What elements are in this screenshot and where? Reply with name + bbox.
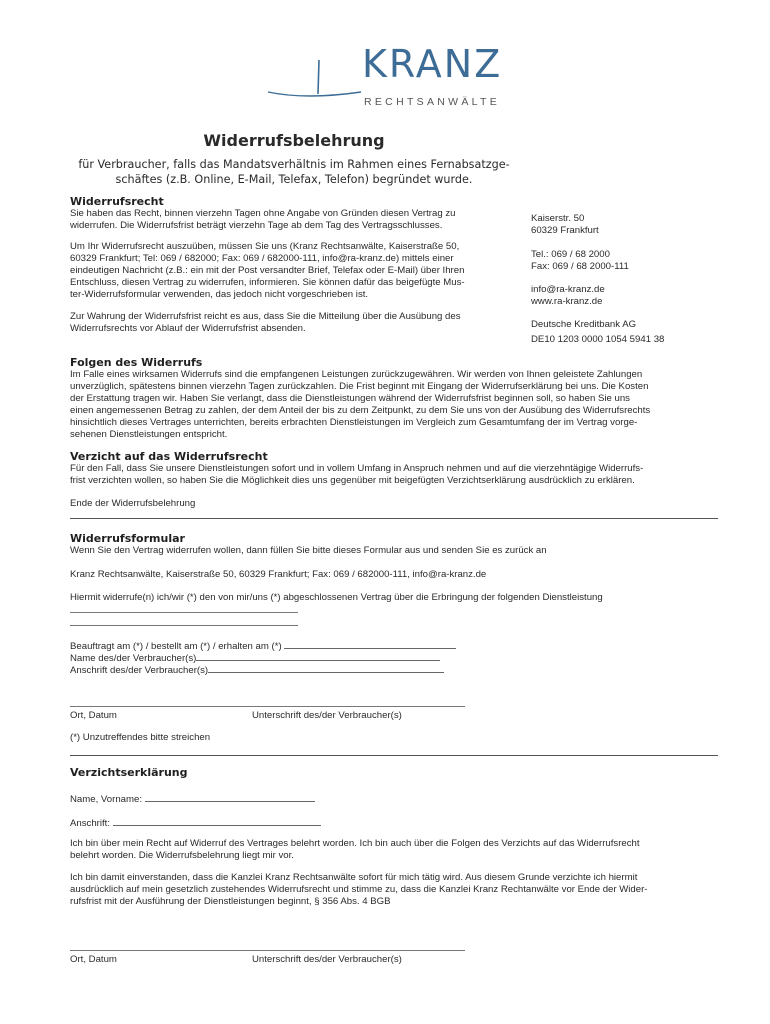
contact-iban: DE10 1203 0000 1054 5941 38 [531, 334, 665, 345]
text-line: Für den Fall, dass Sie unsere Dienstleistungen sofort und in vollem Umfang in Anspruch nehmen und auf die vierzehntägige Widerrufs- [70, 463, 644, 474]
text-line: sehenen Dienstleistungen entspricht. [70, 429, 228, 440]
service-blank-line-2[interactable] [70, 625, 298, 626]
folgen-paragraph [70, 369, 730, 441]
anschrift-verzicht-label: Anschrift: [70, 818, 110, 829]
text-line: Entschluss, diesen Vertrag zu widerrufen, informieren. Sie können dafür das beigefügte Mus- [70, 277, 465, 288]
ende-widerrufsbelehrung: Ende der Widerrufsbelehrung [70, 498, 196, 509]
text-line: ter-Widerrufsformular verwenden, das jedoch nicht vorgeschrieben ist. [70, 289, 369, 300]
beauftragt-label: Beauftragt am (*) / bestellt am (*) / erhalten am (*) [70, 641, 282, 652]
section-divider [70, 518, 718, 519]
verzichtserklaerung-paragraph-1 [70, 838, 730, 862]
footnote: (*) Unzutreffendes bitte streichen [70, 732, 211, 743]
unterschrift-label: Unterschrift des/der Verbraucher(s) [252, 710, 402, 721]
page-subtitle [70, 157, 518, 187]
contact-tel: Tel.: 069 / 68 2000 [531, 249, 610, 260]
widerrufsrecht-paragraph-1 [70, 208, 525, 232]
verzicht-paragraph [70, 463, 730, 487]
contact-street: Kaiserstr. 50 [531, 213, 585, 224]
heading-verzicht: Verzicht auf das Widerrufsrecht [70, 450, 268, 463]
anschrift-label: Anschrift des/der Verbraucher(s) [70, 665, 209, 676]
ort-datum-label: Ort, Datum [70, 710, 117, 721]
beauftragt-field[interactable] [284, 638, 456, 649]
name-vorname-field[interactable] [145, 791, 315, 802]
heading-verzichtserklaerung: Verzichtserklärung [70, 766, 188, 779]
page-title: Widerrufsbelehrung [203, 131, 385, 150]
logo-wordmark: KRANZ [362, 42, 503, 86]
heading-widerrufsformular: Widerrufsformular [70, 532, 185, 545]
text-line: hinsichtlich dieses Vertrages unterrichten, bereits erbrachten Dienstleistungen im Vergleich zum Gesamtumfang der im Vertrag vorge- [70, 417, 638, 428]
logo-subtitle: RECHTSANWÄLTE [364, 96, 501, 108]
text-line: der Erstattung tragen wir. Haben Sie verlangt, dass die Dienstleistungen während der Widerrufsfrist beginnen soll, so haben Sie uns [70, 393, 630, 404]
signature-line[interactable] [70, 950, 465, 951]
service-blank-line-1[interactable] [70, 612, 298, 613]
name-field[interactable] [196, 650, 440, 661]
text-line: unverzüglich, spätestens binnen vierzehn Tagen zurückzahlen. Die Frist beginnt mit Eingang der Widerrufserklärung bei uns. Die Kosten [70, 381, 649, 392]
text-line: widerrufen. Die Widerrufsfrist beträgt vierzehn Tage ab dem Tag des Vertragsschlusses. [70, 220, 443, 231]
text-line: Um Ihr Widerrufsrecht auszuüben, müssen Sie uns (Kranz Rechtsanwälte, Kaiserstraße 50, [70, 241, 460, 252]
text-line: Widerrufsrechts vor Ablauf der Widerrufsfrist absenden. [70, 323, 306, 334]
formular-intro: Wenn Sie den Vertrag widerrufen wollen, dann füllen Sie bitte dieses Formular aus und senden Sie es zurück an [70, 545, 547, 556]
text-line: einen angemessenen Betrag zu zahlen, der dem Anteil der bis zu dem Zeitpunkt, zu dem Sie uns von der Ausübung des Widerrufsrechts [70, 405, 651, 416]
contact-website[interactable]: www.ra-kranz.de [531, 296, 603, 307]
formular-statement: Hiermit widerrufe(n) ich/wir (*) den von mir/uns (*) abgeschlossenen Vertrag über die Erbringung der folgenden Dienstleistung [70, 592, 603, 603]
heading-widerrufsrecht: Widerrufsrecht [70, 195, 164, 208]
text-line: Im Falle eines wirksamen Widerrufs sind die empfangenen Leistungen zurückzugewähren. Wir werden von Ihnen geleistete Zahlungen [70, 369, 643, 380]
text-line: frist verzichten wollen, so haben Sie die Möglichkeit dies uns gegenüber mit beigefügten Verzichtserklärung ausdrücklich zu erklären. [70, 475, 635, 486]
name-vorname-label: Name, Vorname: [70, 794, 142, 805]
heading-folgen: Folgen des Widerrufs [70, 356, 203, 369]
unterschrift-label: Unterschrift des/der Verbraucher(s) [252, 954, 402, 965]
text-line: ausdrücklich auf mein gesetzlich zustehendes Widerrufsrecht und stimme zu, dass die Kanzlei Kranz Rechtanwälte vor Ende der Wider- [70, 884, 648, 895]
name-vorname-row [70, 791, 315, 806]
anschrift-verzicht-field[interactable] [113, 815, 321, 826]
signature-line[interactable] [70, 706, 465, 707]
text-line: belehrt worden. Die Widerrufsbelehrung liegt mir vor. [70, 850, 294, 861]
text-line: eindeutigen Nachricht (z.B.: ein mit der Post versandter Brief, Telefax oder E-Mail) über Ihren [70, 265, 465, 276]
name-label: Name des/der Verbraucher(s) [70, 653, 197, 664]
text-line: Ich bin damit einverstanden, dass die Kanzlei Kranz Rechtsanwälte sofort für mich tätig wird. Aus diesem Grunde verzichte ich hiermit [70, 872, 638, 883]
text-line: rufsfrist mit der Ausführung der Dienstleistungen beginnt, § 356 Abs. 4 BGB [70, 896, 391, 907]
anschrift-row [70, 662, 444, 677]
text-line: Sie haben das Recht, binnen vierzehn Tagen ohne Angabe von Gründen diesen Vertrag zu [70, 208, 456, 219]
contact-bank: Deutsche Kreditbank AG [531, 319, 637, 330]
anschrift-verzicht-row [70, 815, 321, 830]
kranz-logo-mark [266, 56, 366, 102]
subtitle-line: für Verbraucher, falls das Mandatsverhältnis im Rahmen eines Fernabsatzge- [78, 158, 510, 171]
ort-datum-label: Ort, Datum [70, 954, 117, 965]
text-line: Ich bin über mein Recht auf Widerruf des Vertrages belehrt worden. Ich bin auch über die Folgen des Verzichts auf das Widerrufsrecht [70, 838, 640, 849]
contact-email[interactable]: info@ra-kranz.de [531, 284, 605, 295]
section-divider [70, 755, 718, 756]
text-line: 60329 Frankfurt; Tel: 069 / 682000; Fax: 069 / 682000-111, info@ra-kranz.de) mittels einer [70, 253, 454, 264]
contact-city: 60329 Frankfurt [531, 225, 599, 236]
widerrufsrecht-paragraph-2 [70, 241, 525, 301]
formular-address: Kranz Rechtsanwälte, Kaiserstraße 50, 60329 Frankfurt; Fax: 069 / 682000-111, info@ra-kranz.de [70, 569, 487, 580]
subtitle-line: schäftes (z.B. Online, E-Mail, Telefax, Telefon) begründet wurde. [115, 173, 473, 186]
widerrufsrecht-paragraph-3 [70, 311, 525, 335]
verzichtserklaerung-paragraph-2 [70, 872, 730, 908]
contact-fax: Fax: 069 / 68 2000-111 [531, 261, 629, 272]
anschrift-field[interactable] [208, 662, 444, 673]
text-line: Zur Wahrung der Widerrufsfrist reicht es aus, dass Sie die Mitteilung über die Ausübung des [70, 311, 461, 322]
